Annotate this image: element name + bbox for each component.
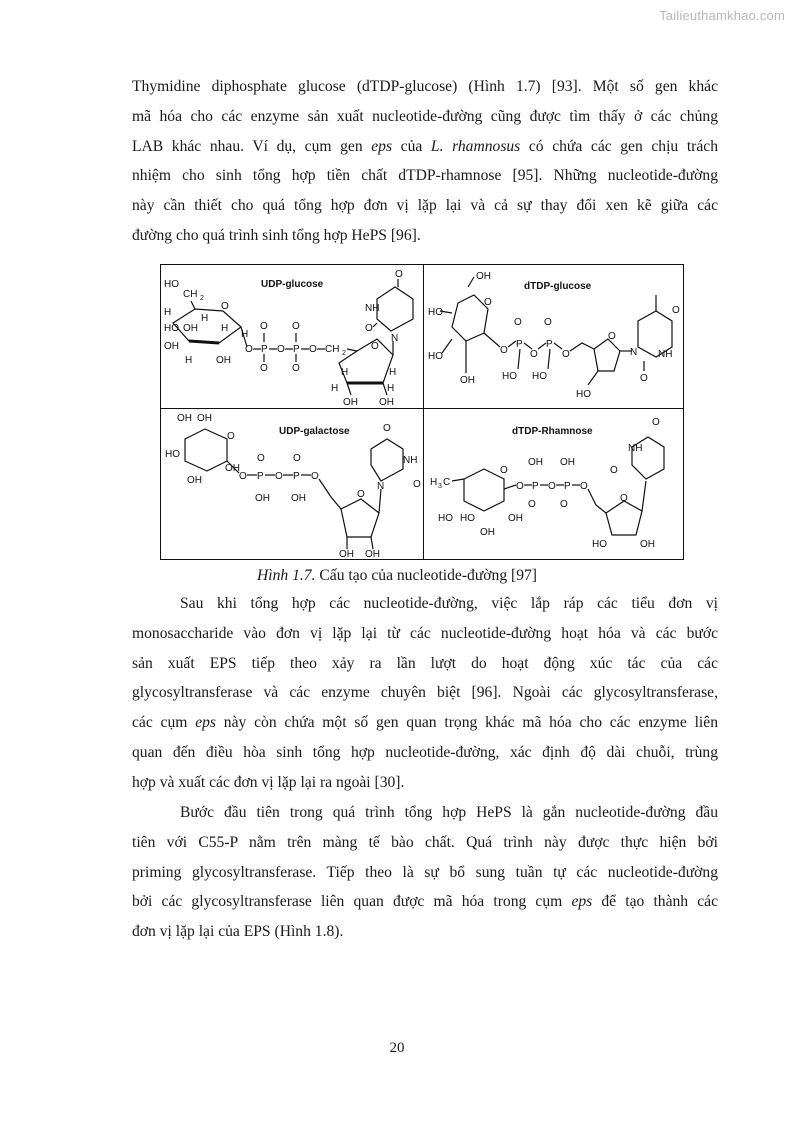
dtdp-rhamnose-structure xyxy=(424,409,682,559)
svg-text:OH: OH xyxy=(187,475,202,486)
svg-text:H: H xyxy=(164,307,172,318)
panel-title: dTDP-glucose xyxy=(524,281,592,292)
text-line: monosaccharide vào đơn vị lặp lại từ các nucleotide-đường hoạt hóa và các bước xyxy=(132,624,718,642)
page-number: 20 xyxy=(389,1040,405,1056)
svg-text:OH: OH xyxy=(225,463,240,474)
svg-text:O: O xyxy=(239,471,247,482)
svg-text:HO: HO xyxy=(438,513,453,524)
svg-text:O: O xyxy=(311,471,319,482)
svg-text:H: H xyxy=(331,383,339,394)
svg-text:P: P xyxy=(516,339,523,350)
svg-text:HO: HO xyxy=(460,513,475,524)
svg-text:O: O xyxy=(560,499,568,510)
svg-text:OH: OH xyxy=(339,549,354,559)
svg-text:O: O xyxy=(608,331,616,342)
svg-text:P: P xyxy=(293,344,300,355)
svg-text:O: O xyxy=(275,471,283,482)
text-line: đơn vị lặp lại của EPS (Hình 1.8). xyxy=(132,923,344,941)
svg-text:P: P xyxy=(261,344,268,355)
text-line: nhiệm cho sinh tổng hợp tiền chất dTDP-rhamnose [95]. Những nucleotide-đường xyxy=(132,167,718,185)
panel-dtdp-glucose xyxy=(424,265,683,409)
svg-text:OH: OH xyxy=(177,413,192,424)
figure-caption: Hình 1.7. Cấu tạo của nucleotide-đường [97] xyxy=(257,567,537,584)
udp-galactose-structure xyxy=(161,409,423,559)
svg-text:HO: HO xyxy=(592,539,607,550)
svg-text:H: H xyxy=(430,477,438,488)
svg-text:2: 2 xyxy=(200,295,204,302)
panel-title: UDP-glucose xyxy=(261,279,324,290)
svg-text:OH: OH xyxy=(197,413,212,424)
svg-text:O: O xyxy=(640,373,648,384)
svg-text:O: O xyxy=(500,465,508,476)
svg-text:O: O xyxy=(484,297,492,308)
svg-text:H: H xyxy=(221,323,229,334)
svg-text:CH: CH xyxy=(325,344,340,355)
text-line: tiên với C55-P nằm trên màng tế bào chất. Quá trình này được thực hiện bởi xyxy=(132,833,718,851)
udp-glucose-structure xyxy=(161,265,423,408)
figure-nucleotide-sugars xyxy=(160,264,684,560)
svg-text:O: O xyxy=(292,363,300,374)
svg-text:OH: OH xyxy=(460,375,475,386)
svg-text:OH: OH xyxy=(183,323,198,334)
svg-text:HO: HO xyxy=(428,351,443,362)
svg-text:P: P xyxy=(564,481,571,492)
svg-text:O: O xyxy=(528,499,536,510)
svg-text:NH: NH xyxy=(628,443,643,454)
svg-text:H: H xyxy=(185,355,193,366)
text-line: bởi các glycosyltransferase liên quan được mã hóa trong cụm eps để tạo thành các xyxy=(132,893,719,911)
svg-text:3: 3 xyxy=(438,483,442,490)
text-line: Thymidine diphosphate glucose (dTDP-glucose) (Hình 1.7) [93]. Một số gen khác xyxy=(132,78,718,95)
svg-text:H: H xyxy=(341,367,349,378)
watermark: Tailieuthamkhao.com xyxy=(659,8,785,23)
svg-text:NH: NH xyxy=(365,303,380,314)
svg-text:O: O xyxy=(221,301,229,312)
svg-text:O: O xyxy=(309,344,317,355)
svg-text:O: O xyxy=(257,453,265,464)
svg-text:P: P xyxy=(546,339,553,350)
svg-text:H: H xyxy=(201,313,209,324)
svg-text:OH: OH xyxy=(640,539,655,550)
svg-text:O: O xyxy=(383,423,391,434)
svg-text:P: P xyxy=(532,481,539,492)
svg-text:O: O xyxy=(365,323,373,334)
svg-text:OH: OH xyxy=(291,493,306,504)
panel-dtdp-rhamnose xyxy=(424,409,683,559)
svg-text:O: O xyxy=(530,349,538,360)
svg-text:O: O xyxy=(260,321,268,332)
text-line: đường cho quá trình sinh tổng hợp HePS [96]. xyxy=(132,226,421,244)
svg-text:OH: OH xyxy=(476,271,491,282)
svg-text:O: O xyxy=(293,453,301,464)
svg-text:O: O xyxy=(277,344,285,355)
svg-text:OH: OH xyxy=(255,493,270,504)
svg-text:HO: HO xyxy=(164,279,179,290)
svg-text:O: O xyxy=(413,479,421,490)
text-line: các cụm eps này còn chứa một số gen quan trọng khác mã hóa cho các enzyme liên xyxy=(132,714,718,732)
svg-text:O: O xyxy=(516,481,524,492)
text-line: priming glycosyltransferase. Tiếp theo là sự bổ sung tuần tự các nucleotide-đường xyxy=(132,863,718,881)
svg-text:N: N xyxy=(391,333,399,344)
svg-text:NH: NH xyxy=(403,455,418,466)
svg-text:2: 2 xyxy=(342,350,346,357)
svg-text:O: O xyxy=(652,417,660,428)
svg-text:H: H xyxy=(241,329,249,340)
svg-text:HO: HO xyxy=(165,449,180,460)
text-line: này cần thiết cho quá tổng hợp đơn vị lặp lại và cả sự thay đổi xen kẽ giữa các xyxy=(132,197,718,215)
svg-text:OH: OH xyxy=(508,513,523,524)
svg-text:OH: OH xyxy=(560,457,575,468)
text-line: LAB khác nhau. Ví dụ, cụm gen eps của L. rhamnosus có chứa các gen chịu trách xyxy=(132,137,719,155)
svg-text:O: O xyxy=(620,493,628,504)
svg-text:O: O xyxy=(514,317,522,328)
svg-text:O: O xyxy=(500,345,508,356)
text-line: glycosyltransferase và các enzyme chuyên biệt [96]. Ngoài các glycosyltransferase, xyxy=(132,684,718,702)
svg-text:H: H xyxy=(389,367,397,378)
svg-text:O: O xyxy=(544,317,552,328)
panel-title: dTDP-Rhamnose xyxy=(512,426,593,437)
text-line: Sau khi tổng hợp các nucleotide-đường, việc lắp ráp các tiểu đơn vị xyxy=(180,595,718,612)
svg-text:OH: OH xyxy=(164,341,179,352)
panel-udp-galactose xyxy=(161,409,424,559)
svg-text:O: O xyxy=(292,321,300,332)
svg-text:HO: HO xyxy=(502,371,517,382)
svg-text:P: P xyxy=(293,471,300,482)
svg-text:O: O xyxy=(672,305,680,316)
svg-text:O: O xyxy=(227,431,235,442)
svg-text:O: O xyxy=(548,481,556,492)
dtdp-glucose-structure xyxy=(424,265,682,408)
svg-text:N: N xyxy=(630,347,638,358)
svg-text:OH: OH xyxy=(528,457,543,468)
svg-text:HO: HO xyxy=(576,389,591,400)
svg-text:N: N xyxy=(377,481,385,492)
panel-title: UDP-galactose xyxy=(279,426,350,437)
paragraph-1 xyxy=(132,72,718,251)
svg-text:OH: OH xyxy=(343,397,358,408)
svg-text:C: C xyxy=(443,477,451,488)
svg-text:O: O xyxy=(245,344,253,355)
text-line: mã hóa cho các enzyme sản xuất nucleotide-đường cũng được tìm thấy ở các chủng xyxy=(132,107,718,125)
svg-text:O: O xyxy=(610,465,618,476)
svg-text:O: O xyxy=(260,363,268,374)
svg-text:OH: OH xyxy=(379,397,394,408)
svg-text:O: O xyxy=(562,349,570,360)
text-line: Bước đầu tiên trong quá trình tổng hợp HePS là gắn nucleotide-đường đầu xyxy=(180,804,718,821)
svg-text:O: O xyxy=(357,489,365,500)
svg-text:HO: HO xyxy=(428,307,443,318)
svg-text:HO: HO xyxy=(532,371,547,382)
svg-text:O: O xyxy=(580,481,588,492)
svg-text:NH: NH xyxy=(658,349,673,360)
svg-text:OH: OH xyxy=(480,527,495,538)
svg-text:OH: OH xyxy=(216,355,231,366)
paragraph-2 xyxy=(132,589,718,798)
text-line: hợp và xuất các đơn vị lặp lại ra ngoài [30]. xyxy=(132,773,405,791)
svg-text:O: O xyxy=(371,341,379,352)
paragraph-3 xyxy=(132,798,718,947)
svg-text:CH: CH xyxy=(183,289,198,300)
svg-text:OH: OH xyxy=(365,549,380,559)
text-line: quan đến điều hòa sinh tổng hợp nucleotide-đường, xác định độ dài chuỗi, trùng xyxy=(132,743,718,761)
text-line: sản xuất EPS tiếp theo xảy ra lần lượt do hoạt động xúc tác của các xyxy=(132,654,718,672)
svg-text:H: H xyxy=(387,383,395,394)
svg-text:P: P xyxy=(257,471,264,482)
svg-text:O: O xyxy=(395,269,403,280)
panel-udp-glucose xyxy=(161,265,424,409)
svg-text:HO: HO xyxy=(164,323,179,334)
